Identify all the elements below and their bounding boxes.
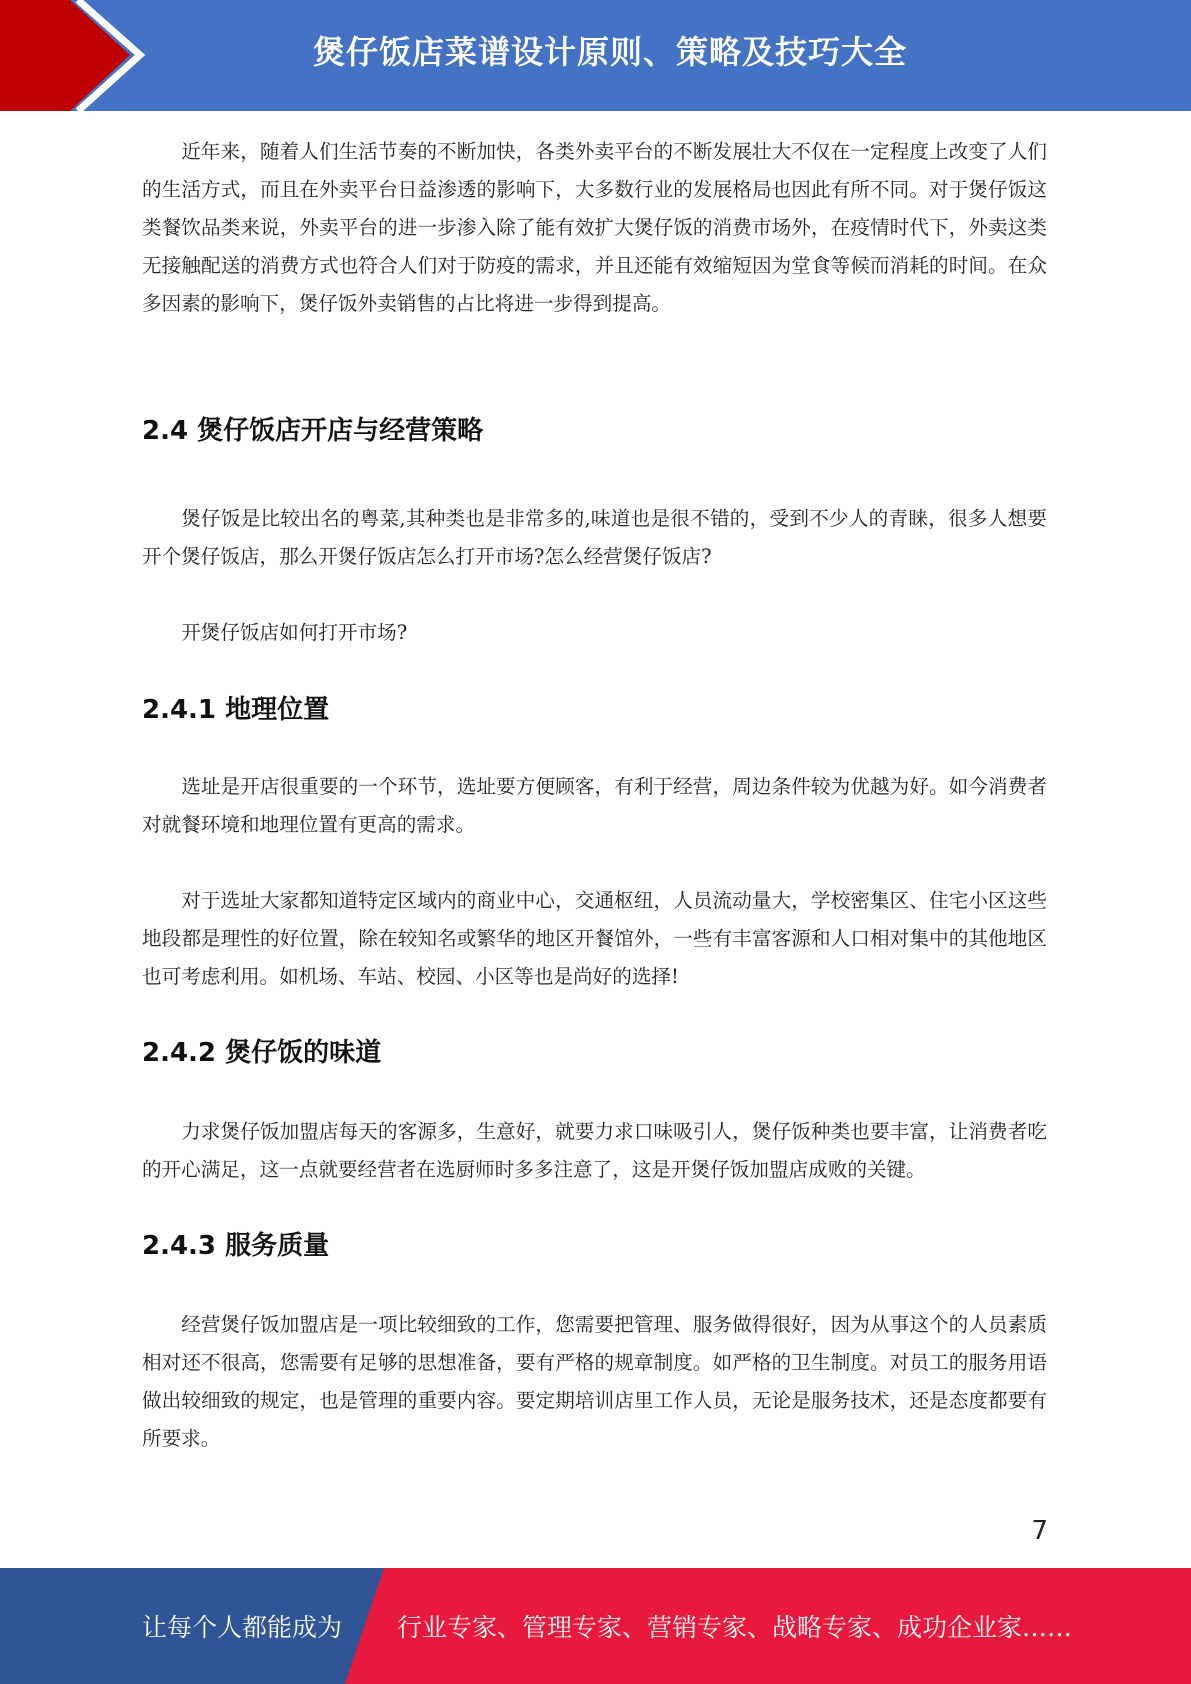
intro-paragraph: 近年来，随着人们生活节奏的不断加快，各类外卖平台的不断发展壮大不仅在一定程度上改变了人们的生活方式，而且在外卖平台日益渗透的影响下，大多数行业的发展格局也因此有所不同。对于煲仔饭这类餐饮品类来说，外卖平台的进一步渗入除了能有效扩大煲仔饭的消费市场外，在疫情时代下，外卖这类无接触配送的消费方式也符合人们对于防疫的需求，并且还能有效缩短因为堂食等候而消耗的时间。在众多因素的影响下，煲仔饭外卖销售的占比将进一步得到提高。 <box>142 140 1047 315</box>
section-2-4-1-heading: 2.4.1 地理位置 <box>142 695 330 725</box>
section-2-4-body-2 <box>142 614 1047 652</box>
section-2-4-body <box>142 500 1047 576</box>
intro-section <box>142 133 1047 323</box>
footer-slogan-left: 让每个人都能成为 <box>142 1613 343 1642</box>
section-2-4-2-paragraph-1: 力求煲仔饭加盟店每天的客源多，生意好，就要力求口味吸引人，煲仔饭种类也要丰富，让消费者吃的开心满足，这一点就要经营者在选厨师时多多注意了，这是开煲仔饭加盟店成败的关键。 <box>142 1120 1047 1181</box>
footer-slogan-right: 行业专家、管理专家、营销专家、战略专家、成功企业家…… <box>397 1613 1073 1642</box>
section-2-4-paragraph-1: 煲仔饭是比较出名的粤菜,其种类也是非常多的,味道也是很不错的，受到不少人的青睐，很多人想要开个煲仔饭店，那么开煲仔饭店怎么打开市场?怎么经营煲仔饭店? <box>142 507 1047 568</box>
section-2-4-2-heading: 2.4.2 煲仔饭的味道 <box>142 1038 382 1068</box>
section-2-4-3-body <box>142 1306 1047 1458</box>
section-2-4-3-paragraph-1: 经营煲仔饭加盟店是一项比较细致的工作，您需要把管理、服务做得很好，因为从事这个的人员素质相对还不很高，您需要有足够的思想准备，要有严格的规章制度。如严格的卫生制度。对员工的服务用语做出较细致的规定，也是管理的重要内容。要定期培训店里工作人员，无论是服务技术，还是态度都要有所要求。 <box>142 1313 1047 1450</box>
section-2-4-1-paragraph-1: 选址是开店很重要的一个环节，选址要方便顾客，有利于经营，周边条件较为优越为好。如今消费者对就餐环境和地理位置有更高的需求。 <box>142 775 1047 836</box>
page-number: 7 <box>1031 1516 1048 1546</box>
footer-banner <box>0 1568 1191 1684</box>
section-2-4-3-heading: 2.4.3 服务质量 <box>142 1231 330 1261</box>
section-2-4-heading: 2.4 煲仔饭店开店与经营策略 <box>142 416 484 446</box>
section-2-4-2-body <box>142 1113 1047 1189</box>
document-title: 煲仔饭店菜谱设计原则、策略及技巧大全 <box>312 33 907 71</box>
section-2-4-paragraph-2: 开煲仔饭店如何打开市场? <box>181 621 408 644</box>
header-banner <box>0 0 1191 111</box>
section-2-4-1-body <box>142 768 1047 844</box>
section-2-4-1-body-2 <box>142 882 1047 996</box>
section-2-4-1-paragraph-2: 对于选址大家都知道特定区域内的商业中心，交通枢纽，人员流动量大，学校密集区、住宅小区这些地段都是理性的好位置，除在较知名或繁华的地区开餐馆外，一些有丰富客源和人口相对集中的其他地区也可考虑利用。如机场、车站、校园、小区等也是尚好的选择! <box>142 889 1047 988</box>
